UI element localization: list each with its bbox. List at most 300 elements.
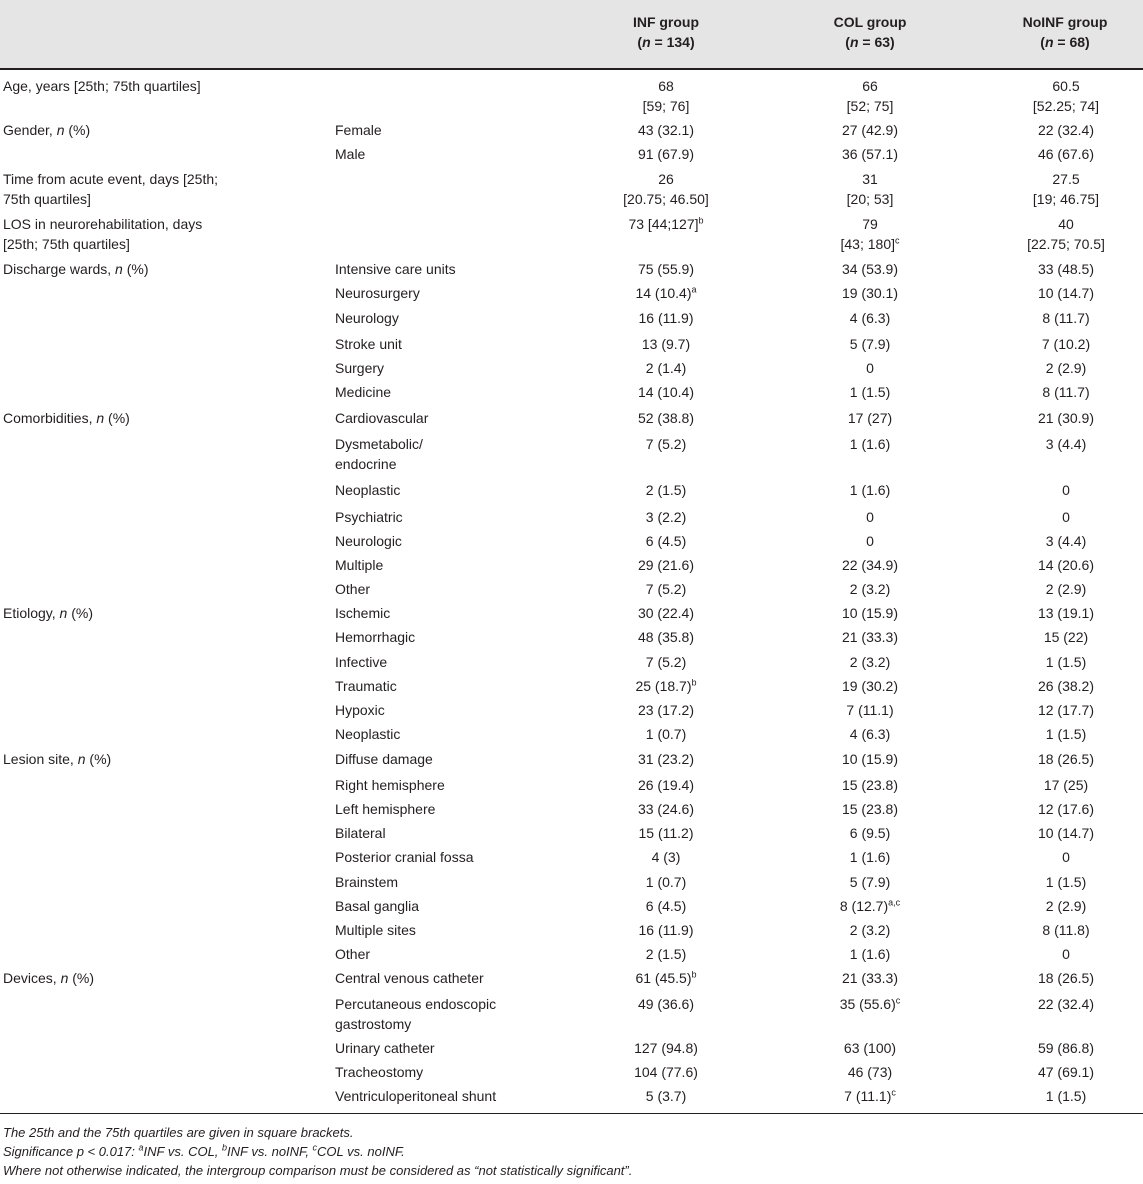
row-subcategory bbox=[335, 724, 560, 744]
row-col-value bbox=[772, 799, 968, 819]
row-inf-value bbox=[568, 259, 764, 279]
cell-line bbox=[335, 724, 560, 744]
cell-line bbox=[568, 189, 764, 209]
cell-line bbox=[3, 234, 303, 254]
cell-line bbox=[335, 1086, 560, 1106]
row-noinf-value bbox=[968, 749, 1143, 769]
row-col-value bbox=[772, 358, 968, 378]
row-noinf-value bbox=[968, 968, 1143, 988]
cell-text: Surgery bbox=[335, 360, 385, 376]
cell-line bbox=[772, 1086, 968, 1106]
header-noinf-title: NoINF group bbox=[1022, 14, 1108, 30]
cell-line bbox=[772, 308, 968, 328]
row-col-value bbox=[772, 480, 968, 500]
cell-text: 8 (11.8) bbox=[1042, 922, 1090, 938]
cell-text: 2 (3.2) bbox=[849, 581, 891, 597]
cell-text: 27.5 bbox=[1052, 171, 1080, 187]
significance-marker: a,c bbox=[888, 897, 901, 908]
cell-line bbox=[968, 676, 1143, 696]
cell-text: 17 (25) bbox=[1043, 777, 1089, 793]
cell-text: Male bbox=[335, 146, 366, 162]
cell-line bbox=[772, 144, 968, 164]
header-col-group bbox=[772, 12, 968, 52]
cell-text: Percutaneous endoscopic bbox=[335, 996, 497, 1012]
row-inf-value bbox=[568, 382, 764, 402]
row-col-value bbox=[772, 308, 968, 328]
row-noinf-value bbox=[968, 1038, 1143, 1058]
cell-text: 3 (4.4) bbox=[1045, 436, 1087, 452]
row-inf-value bbox=[568, 308, 764, 328]
cell-line bbox=[335, 283, 560, 303]
cell-text: 31 bbox=[862, 171, 878, 187]
cell-text: 4 (6.3) bbox=[849, 726, 891, 742]
significance-marker: b bbox=[691, 677, 697, 688]
cell-text: Multiple bbox=[335, 557, 384, 573]
cell-text: Lesion site, n (%) bbox=[3, 751, 112, 767]
row-characteristic bbox=[3, 76, 303, 96]
italic-n: n bbox=[59, 605, 68, 621]
cell-line bbox=[968, 189, 1143, 209]
italic-n: n bbox=[96, 410, 105, 426]
cell-line bbox=[335, 120, 560, 140]
cell-line bbox=[772, 434, 968, 454]
cell-text: 8 (11.7) bbox=[1042, 310, 1090, 326]
row-col-value bbox=[772, 896, 968, 916]
cell-text: 16 (11.9) bbox=[638, 310, 694, 326]
cell-text: 14 (20.6) bbox=[1037, 557, 1095, 573]
header-noinf-group bbox=[950, 12, 1143, 52]
cell-text: Bilateral bbox=[335, 825, 386, 841]
cell-line bbox=[335, 358, 560, 378]
cell-line bbox=[335, 944, 560, 964]
row-col-value bbox=[772, 944, 968, 964]
row-col-value bbox=[772, 555, 968, 575]
row-noinf-value bbox=[968, 724, 1143, 744]
cell-line bbox=[335, 144, 560, 164]
row-inf-value bbox=[568, 676, 764, 696]
cell-text: 8 (12.7) bbox=[839, 898, 889, 914]
cell-line bbox=[968, 1086, 1143, 1106]
row-col-value bbox=[772, 872, 968, 892]
cell-line bbox=[3, 749, 303, 769]
cell-line bbox=[335, 480, 560, 500]
cell-text: Urinary catheter bbox=[335, 1040, 435, 1056]
cell-line bbox=[3, 169, 303, 189]
cell-text: Traumatic bbox=[335, 678, 397, 694]
row-col-value bbox=[772, 823, 968, 843]
row-inf-value bbox=[568, 775, 764, 795]
row-noinf-value bbox=[968, 507, 1143, 527]
cell-text: 6 (4.5) bbox=[645, 898, 687, 914]
cell-line bbox=[968, 775, 1143, 795]
cell-line bbox=[568, 334, 764, 354]
cell-text: Psychiatric bbox=[335, 509, 403, 525]
cell-text: 10 (14.7) bbox=[1037, 825, 1095, 841]
cell-text: [19; 46.75] bbox=[1032, 191, 1100, 207]
cell-text: 46 (73) bbox=[847, 1064, 893, 1080]
cell-line bbox=[968, 896, 1143, 916]
cell-line bbox=[3, 259, 303, 279]
cell-text: Stroke unit bbox=[335, 336, 402, 352]
cell-line bbox=[335, 896, 560, 916]
row-noinf-value bbox=[968, 283, 1143, 303]
cell-text: 61 (45.5) bbox=[635, 970, 692, 986]
cell-text: 15 (23.8) bbox=[841, 777, 899, 793]
row-col-value bbox=[772, 579, 968, 599]
row-inf-value bbox=[568, 408, 764, 428]
cell-text: 13 (19.1) bbox=[1037, 605, 1095, 621]
cell-line bbox=[968, 507, 1143, 527]
table-bottom-rule bbox=[0, 1113, 1143, 1114]
cell-text: 7 (5.2) bbox=[645, 581, 687, 597]
cell-line bbox=[772, 555, 968, 575]
cell-line bbox=[772, 603, 968, 623]
row-subcategory bbox=[335, 627, 560, 647]
row-col-value bbox=[772, 434, 968, 454]
row-subcategory bbox=[335, 652, 560, 672]
cell-line bbox=[772, 382, 968, 402]
row-noinf-value bbox=[968, 872, 1143, 892]
cell-text: Posterior cranial fossa bbox=[335, 849, 474, 865]
cell-text: Neoplastic bbox=[335, 482, 401, 498]
cell-text: [22.75; 70.5] bbox=[1027, 236, 1105, 252]
cell-text: 59 (86.8) bbox=[1037, 1040, 1095, 1056]
row-characteristic bbox=[3, 408, 303, 428]
cell-text: 36 (57.1) bbox=[841, 146, 899, 162]
cell-line bbox=[568, 1086, 764, 1106]
cell-line bbox=[568, 169, 764, 189]
significance-marker: c bbox=[895, 995, 901, 1006]
cell-text: 1 (1.6) bbox=[849, 436, 891, 452]
row-noinf-value bbox=[968, 334, 1143, 354]
cell-text: 21 (33.3) bbox=[841, 970, 899, 986]
row-inf-value bbox=[568, 579, 764, 599]
cell-text: gastrostomy bbox=[335, 1016, 412, 1032]
row-inf-value bbox=[568, 555, 764, 575]
row-noinf-value bbox=[968, 531, 1143, 551]
cell-text: 21 (33.3) bbox=[841, 629, 899, 645]
row-col-value bbox=[772, 627, 968, 647]
significance-marker: b bbox=[698, 215, 704, 226]
cell-text: 4 (6.3) bbox=[849, 310, 891, 326]
row-col-value bbox=[772, 382, 968, 402]
row-inf-value bbox=[568, 334, 764, 354]
cell-text: 14 (10.4) bbox=[637, 384, 695, 400]
row-col-value bbox=[772, 724, 968, 744]
row-subcategory bbox=[335, 799, 560, 819]
cell-line bbox=[335, 847, 560, 867]
cell-line bbox=[772, 627, 968, 647]
cell-text: 22 (32.4) bbox=[1037, 122, 1095, 138]
cell-line bbox=[335, 334, 560, 354]
cell-line bbox=[568, 749, 764, 769]
cell-text: Other bbox=[335, 946, 371, 962]
cell-line bbox=[335, 652, 560, 672]
significance-marker: c bbox=[895, 235, 900, 246]
row-subcategory bbox=[335, 120, 560, 140]
cell-text: 0 bbox=[1062, 482, 1070, 498]
cell-line bbox=[968, 308, 1143, 328]
row-noinf-value bbox=[968, 480, 1143, 500]
cell-text: Neurology bbox=[335, 310, 399, 326]
cell-text: Left hemisphere bbox=[335, 801, 436, 817]
row-characteristic bbox=[3, 749, 303, 769]
cell-line bbox=[772, 944, 968, 964]
row-characteristic bbox=[3, 603, 303, 623]
row-subcategory bbox=[335, 944, 560, 964]
row-subcategory bbox=[335, 531, 560, 551]
cell-text: 91 (67.9) bbox=[637, 146, 695, 162]
cell-line bbox=[335, 454, 560, 474]
cell-line bbox=[568, 896, 764, 916]
row-subcategory bbox=[335, 920, 560, 940]
row-noinf-value bbox=[968, 382, 1143, 402]
cell-text: 12 (17.7) bbox=[1037, 702, 1095, 718]
cell-text: 18 (26.5) bbox=[1037, 751, 1095, 767]
footnote-sup-a: a bbox=[138, 1142, 144, 1153]
cell-line bbox=[968, 531, 1143, 551]
row-col-value bbox=[772, 120, 968, 140]
cell-text: 0 bbox=[1062, 849, 1070, 865]
cell-text: 30 (22.4) bbox=[637, 605, 695, 621]
footnote-significance bbox=[3, 1143, 405, 1161]
row-inf-value bbox=[568, 847, 764, 867]
row-inf-value bbox=[568, 1062, 764, 1082]
row-characteristic bbox=[3, 214, 303, 254]
row-subcategory bbox=[335, 480, 560, 500]
cell-text: 21 (30.9) bbox=[1037, 410, 1095, 426]
row-subcategory bbox=[335, 968, 560, 988]
cell-text: 75 (55.9) bbox=[637, 261, 695, 277]
cell-line bbox=[568, 214, 764, 234]
cell-line bbox=[335, 603, 560, 623]
italic-n: n bbox=[849, 34, 859, 50]
row-inf-value bbox=[568, 968, 764, 988]
cell-text: 104 (77.6) bbox=[634, 1064, 698, 1080]
row-subcategory bbox=[335, 896, 560, 916]
row-col-value bbox=[772, 1086, 968, 1106]
row-subcategory bbox=[335, 259, 560, 279]
row-characteristic bbox=[3, 169, 303, 209]
row-noinf-value bbox=[968, 434, 1143, 454]
row-inf-value bbox=[568, 358, 764, 378]
cell-text: 1 (1.5) bbox=[1045, 654, 1087, 670]
cell-line bbox=[968, 627, 1143, 647]
row-inf-value bbox=[568, 627, 764, 647]
cell-text: 26 (38.2) bbox=[1037, 678, 1095, 694]
cell-line bbox=[968, 994, 1143, 1014]
italic-n: n bbox=[60, 970, 69, 986]
cell-line bbox=[968, 283, 1143, 303]
cell-text: 4 (3) bbox=[651, 849, 681, 865]
cell-text: Ventriculoperitoneal shunt bbox=[335, 1088, 497, 1104]
cell-text: 1 (1.5) bbox=[1045, 1088, 1087, 1104]
cell-line bbox=[772, 96, 968, 116]
cell-line bbox=[968, 823, 1143, 843]
cell-line bbox=[335, 308, 560, 328]
cell-line bbox=[3, 408, 303, 428]
row-subcategory bbox=[335, 334, 560, 354]
row-noinf-value bbox=[968, 603, 1143, 623]
cell-line bbox=[772, 994, 968, 1014]
row-inf-value bbox=[568, 799, 764, 819]
cell-text: 2 (3.2) bbox=[849, 654, 891, 670]
cell-line bbox=[568, 847, 764, 867]
header-noinf-n: (n = 68) bbox=[1040, 34, 1090, 50]
row-noinf-value bbox=[968, 944, 1143, 964]
row-noinf-value bbox=[968, 169, 1143, 209]
cell-text: Female bbox=[335, 122, 382, 138]
row-characteristic bbox=[3, 120, 303, 140]
row-inf-value bbox=[568, 507, 764, 527]
row-subcategory bbox=[335, 579, 560, 599]
cell-line bbox=[568, 676, 764, 696]
cell-text: 46 (67.6) bbox=[1037, 146, 1095, 162]
cell-line bbox=[335, 259, 560, 279]
cell-text: 48 (35.8) bbox=[637, 629, 695, 645]
cell-text: 1 (1.5) bbox=[849, 384, 891, 400]
row-inf-value bbox=[568, 603, 764, 623]
cell-line bbox=[968, 724, 1143, 744]
cell-text: 26 bbox=[658, 171, 674, 187]
cell-line bbox=[3, 120, 303, 140]
row-inf-value bbox=[568, 724, 764, 744]
cell-text: 3 (4.4) bbox=[1045, 533, 1087, 549]
cell-text: 2 (1.5) bbox=[645, 946, 687, 962]
row-inf-value bbox=[568, 1038, 764, 1058]
cell-text: 52 (38.8) bbox=[637, 410, 695, 426]
cell-line bbox=[772, 700, 968, 720]
cell-line bbox=[568, 555, 764, 575]
cell-line bbox=[335, 579, 560, 599]
cell-text: 15 (23.8) bbox=[841, 801, 899, 817]
cell-text: 6 (4.5) bbox=[645, 533, 687, 549]
row-inf-value bbox=[568, 944, 764, 964]
cell-line bbox=[568, 76, 764, 96]
cell-text: [52; 75] bbox=[846, 98, 894, 114]
cell-line bbox=[335, 434, 560, 454]
cell-line bbox=[335, 555, 560, 575]
row-subcategory bbox=[335, 700, 560, 720]
cell-line bbox=[772, 234, 968, 254]
cell-line bbox=[568, 382, 764, 402]
row-col-value bbox=[772, 700, 968, 720]
cell-line bbox=[335, 1038, 560, 1058]
row-subcategory bbox=[335, 847, 560, 867]
cell-line bbox=[968, 700, 1143, 720]
cell-text: Hypoxic bbox=[335, 702, 385, 718]
cell-text: 60.5 bbox=[1052, 78, 1080, 94]
row-subcategory bbox=[335, 676, 560, 696]
cell-text: 47 (69.1) bbox=[1037, 1064, 1095, 1080]
significance-marker: a bbox=[691, 284, 697, 295]
cell-line bbox=[568, 994, 764, 1014]
cell-text: 7 (11.1) bbox=[846, 702, 894, 718]
row-noinf-value bbox=[968, 1062, 1143, 1082]
cell-line bbox=[335, 823, 560, 843]
row-col-value bbox=[772, 334, 968, 354]
cell-line bbox=[968, 799, 1143, 819]
row-noinf-value bbox=[968, 555, 1143, 575]
row-col-value bbox=[772, 968, 968, 988]
row-inf-value bbox=[568, 652, 764, 672]
cell-line bbox=[772, 1038, 968, 1058]
row-inf-value bbox=[568, 144, 764, 164]
cell-text: Other bbox=[335, 581, 371, 597]
cell-line bbox=[568, 775, 764, 795]
cell-text: Tracheostomy bbox=[335, 1064, 424, 1080]
row-col-value bbox=[772, 1062, 968, 1082]
cell-text: 63 (100) bbox=[843, 1040, 897, 1056]
cell-text: Etiology, n (%) bbox=[3, 605, 94, 621]
cell-text: 18 (26.5) bbox=[1037, 970, 1095, 986]
cell-line bbox=[968, 749, 1143, 769]
row-noinf-value bbox=[968, 920, 1143, 940]
cell-line bbox=[335, 968, 560, 988]
cell-line bbox=[568, 799, 764, 819]
cell-line bbox=[335, 775, 560, 795]
cell-text: 34 (53.9) bbox=[841, 261, 899, 277]
cell-text: Medicine bbox=[335, 384, 392, 400]
row-subcategory bbox=[335, 283, 560, 303]
row-col-value bbox=[772, 847, 968, 867]
row-inf-value bbox=[568, 120, 764, 140]
cell-text: 1 (1.6) bbox=[849, 849, 891, 865]
cell-line bbox=[772, 507, 968, 527]
row-inf-value bbox=[568, 434, 764, 454]
row-inf-value bbox=[568, 994, 764, 1014]
cell-text: 7 (11.1) bbox=[844, 1088, 892, 1104]
cell-line bbox=[772, 283, 968, 303]
cell-line bbox=[968, 579, 1143, 599]
cell-line bbox=[568, 358, 764, 378]
row-noinf-value bbox=[968, 308, 1143, 328]
header-inf-group bbox=[568, 12, 764, 52]
row-inf-value bbox=[568, 920, 764, 940]
row-noinf-value bbox=[968, 408, 1143, 428]
cell-text: Multiple sites bbox=[335, 922, 416, 938]
cell-line bbox=[568, 96, 764, 116]
row-inf-value bbox=[568, 76, 764, 116]
cell-text: 2 (3.2) bbox=[849, 922, 891, 938]
cell-line bbox=[772, 872, 968, 892]
cell-text: 7 (5.2) bbox=[645, 436, 687, 452]
italic-n: n bbox=[115, 261, 123, 277]
cell-text: 7 (5.2) bbox=[645, 654, 687, 670]
cell-line bbox=[335, 507, 560, 527]
cell-line bbox=[772, 920, 968, 940]
cell-text: 16 (11.9) bbox=[638, 922, 694, 938]
cell-text: 7 (10.2) bbox=[1041, 336, 1091, 352]
cell-text: 5 (7.9) bbox=[849, 336, 891, 352]
cell-line bbox=[772, 652, 968, 672]
cell-line bbox=[568, 531, 764, 551]
cell-line bbox=[568, 259, 764, 279]
italic-n: n bbox=[642, 34, 651, 50]
cell-line bbox=[968, 480, 1143, 500]
cell-line bbox=[568, 579, 764, 599]
cell-text: 22 (34.9) bbox=[841, 557, 899, 573]
cell-text: Ischemic bbox=[335, 605, 391, 621]
cell-line bbox=[772, 120, 968, 140]
cell-text: 0 bbox=[866, 509, 874, 525]
row-col-value bbox=[772, 76, 968, 116]
cell-text: 0 bbox=[866, 533, 874, 549]
cell-text: Neoplastic bbox=[335, 726, 401, 742]
cell-text: Cardiovascular bbox=[335, 410, 429, 426]
cell-text: 10 (15.9) bbox=[841, 751, 899, 767]
row-noinf-value bbox=[968, 627, 1143, 647]
